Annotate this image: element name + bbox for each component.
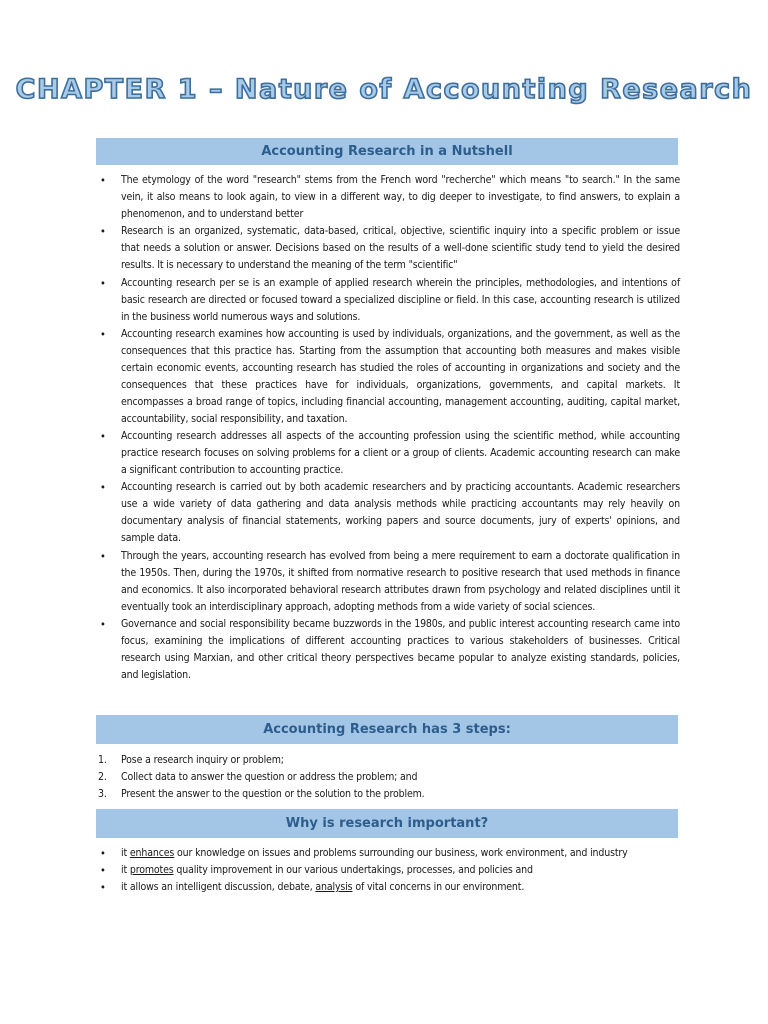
step-number: 3. <box>98 788 107 800</box>
list-item <box>96 862 680 879</box>
list-item <box>96 845 680 862</box>
item-text: it allows an intelligent discussion, debate, <box>121 881 316 893</box>
item-text: quality improvement in our various undertakings, processes, and policies and <box>173 864 533 876</box>
list-item: • The etymology of the word "research" stems from the French word "recherche" which means "to search." In the same vein, it also means to look again, to view in a different way, to dig deeper to investigate, to find answers, to explain a phenomenon, and to understand better <box>96 172 680 223</box>
section-heading-importance: Why is research important? <box>96 809 678 838</box>
list-item: • Governance and social responsibility became buzzwords in the 1980s, and public interest accounting research came into focus, examining the implications of different accounting practices to various stakeholders of businesses. Critical research using Marxian, and other critical theory perspectives became popular to analyze existing standards, policies, and legislation. <box>96 616 680 684</box>
section-heading-steps: Accounting Research has 3 steps: <box>96 715 678 744</box>
list-item <box>96 752 680 769</box>
list-item: • Accounting research per se is an example of applied research wherein the principles, methodologies, and intentions of basic research are directed or focused toward a specialized discipline or field. In this case, accounting research is utilized in the business world numerous ways and solutions. <box>96 275 680 326</box>
chapter-title: CHAPTER 1 – Nature of Accounting Research <box>15 74 753 105</box>
list-item <box>96 786 680 803</box>
underlined-term: analysis <box>315 881 353 893</box>
underlined-term: promotes <box>129 864 174 876</box>
item-text: it <box>121 864 130 876</box>
steps-numbered-list <box>96 752 680 803</box>
step-text: Pose a research inquiry or problem; <box>121 754 284 766</box>
step-text: Present the answer to the question or the solution to the problem. <box>121 788 425 800</box>
list-item: • Research is an organized, systematic, data-based, critical, objective, scientific inquiry into a specific problem or issue that needs a solution or answer. Decisions based on the results of a well-done scientific study tend to yield the desired results. It is necessary to understand the meaning of the term "scientific" <box>96 223 680 274</box>
nutshell-bullet-list <box>96 172 680 684</box>
list-item: • Accounting research is carried out by both academic researchers and by practicing accountants. Academic researchers use a wide variety of data gathering and data analysis methods while practicing accountants may rely heavily on documentary analysis of financial statements, working papers and source documents, jury of experts' opinions, and sample data. <box>96 479 680 547</box>
item-text: of vital concerns in our environment. <box>352 881 525 893</box>
step-number: 1. <box>98 754 107 766</box>
list-item: • Through the years, accounting research has evolved from being a mere requirement to earn a doctorate qualification in the 1950s. Then, during the 1970s, it shifted from normative research to positive research that used methods in finance and economics. It also incorporated behavioral research attributes drawn from psychology and related disciplines until it eventually took an interdisciplinary approach, adopting methods from a wide variety of social sciences. <box>96 548 680 616</box>
item-text: our knowledge on issues and problems surrounding our business, work environment, and industry <box>174 847 628 859</box>
list-item <box>96 769 680 786</box>
step-text: Collect data to answer the question or address the problem; and <box>121 771 418 783</box>
list-item: • Accounting research addresses all aspects of the accounting profession using the scientific method, while accounting practice research focuses on solving problems for a client or a group of clients. Academic accounting research can make a significant contribution to accounting practice. <box>96 428 680 479</box>
underlined-term: enhances <box>129 847 175 859</box>
section-heading-nutshell: Accounting Research in a Nutshell <box>96 138 678 165</box>
item-text: it <box>121 847 130 859</box>
step-number: 2. <box>98 771 107 783</box>
list-item: • Accounting research examines how accounting is used by individuals, organizations, and the government, as well as the consequences that this practice has. Starting from the assumption that accounting both measures and makes visible certain economic events, accounting research has studied the roles of accounting in organizations and society and the consequences that these practices have for individuals, organizations, governments, and capital markets. It encompasses a broad range of topics, including financial accounting, management accounting, auditing, capital market, accountability, social responsibility, and taxation. <box>96 326 680 428</box>
list-item <box>96 879 680 896</box>
importance-bullet-list <box>96 845 680 896</box>
